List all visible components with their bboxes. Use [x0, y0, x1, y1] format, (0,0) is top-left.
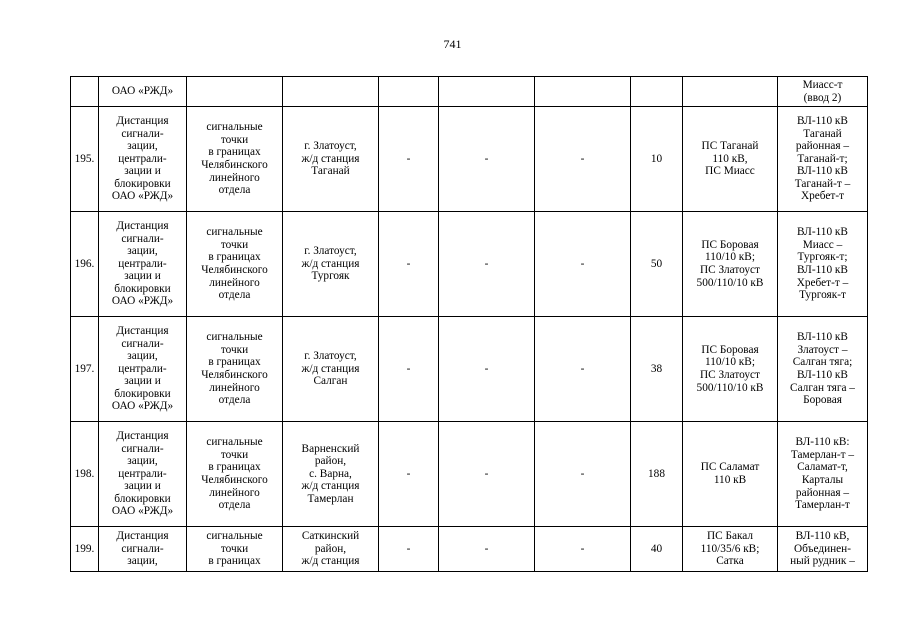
cell-line: г. Златоуст, — [304, 245, 357, 258]
cell-number: 198. — [71, 422, 99, 527]
cell-line: Таганай-т – — [794, 177, 851, 190]
cell-substation — [683, 422, 778, 527]
cell-line: Объединен- — [794, 542, 851, 555]
cell-line: ПС Боровая — [701, 238, 759, 251]
cell-line: централи- — [118, 467, 167, 480]
cell-line: в границах — [208, 461, 261, 474]
cell-line: ВЛ-110 кВ — [797, 369, 848, 381]
cell-object — [187, 77, 283, 107]
cell-number: 199. — [71, 527, 99, 572]
cell-line: сигнали- — [121, 542, 164, 555]
cell-object — [187, 527, 283, 572]
cell-line: 500/110/10 кВ — [696, 276, 764, 289]
cell-col6: - — [535, 212, 631, 317]
cell-line: ОАО «РЖД» — [111, 190, 174, 203]
cell-organization — [99, 212, 187, 317]
cell-col4: - — [379, 317, 439, 422]
cell-power: 10 — [631, 107, 683, 212]
cell-line: централи- — [118, 257, 167, 270]
cell-line: ВЛ-110 кВ — [797, 226, 848, 239]
cell-line: г. Златоуст, — [304, 350, 357, 363]
cell-line: Миасс-т — [802, 78, 843, 91]
cell-organization — [99, 77, 187, 107]
cell-power-line — [778, 527, 868, 572]
cell-line: отдела — [218, 499, 251, 512]
cell-line: ж/д станция — [301, 555, 360, 568]
cell-substation — [683, 77, 778, 107]
cell-line: в границах — [208, 555, 261, 568]
cell-col5 — [439, 77, 535, 107]
cell-line: Дистанция — [116, 530, 169, 543]
cell-line: Тамерлан — [307, 492, 354, 505]
table-row — [71, 212, 868, 317]
cell-col4: - — [379, 422, 439, 527]
cell-line: ж/д станция — [301, 257, 360, 270]
cell-line: Дистанция — [116, 324, 169, 337]
cell-line: с. Варна, — [309, 467, 352, 480]
cell-line: Таганай — [803, 127, 842, 140]
cell-power: 188 — [631, 422, 683, 527]
cell-line: район, — [314, 542, 347, 555]
cell-line: ный рудник – — [790, 555, 855, 568]
cell-power-line — [778, 77, 868, 107]
cell-location — [283, 77, 379, 107]
cell-line: зации, — [127, 245, 158, 258]
cell-col4 — [379, 77, 439, 107]
cell-line: (ввод 2) — [803, 91, 842, 104]
cell-line: Таганай-т; — [797, 152, 848, 165]
cell-line: зации и — [124, 480, 161, 493]
cell-organization — [99, 527, 187, 572]
table-body — [71, 77, 868, 572]
cell-line: отдела — [218, 394, 251, 407]
cell-line: район, — [314, 455, 347, 468]
cell-power — [631, 77, 683, 107]
cell-line: ВЛ-110 кВ — [797, 114, 848, 127]
cell-col5: - — [439, 107, 535, 212]
cell-line: зации, — [127, 140, 158, 153]
cell-line: Челябинского — [201, 159, 268, 171]
cell-object — [187, 422, 283, 527]
cell-line: Саламат-т, — [797, 461, 848, 474]
cell-line: ПС Боровая — [701, 343, 759, 356]
cell-line: сигнальные — [206, 121, 263, 134]
cell-line: централи- — [118, 152, 167, 165]
cell-line: Таганай — [311, 165, 350, 178]
cell-line: сигнали- — [121, 442, 164, 455]
cell-line: ПС Миасс — [705, 165, 755, 178]
cell-number — [71, 77, 99, 107]
cell-line: Карталы — [801, 474, 844, 486]
cell-line: Сатка — [716, 555, 744, 568]
cell-line: блокировки — [114, 177, 171, 190]
cell-line: Челябинского — [201, 474, 268, 486]
cell-line: ВЛ-110 кВ: — [795, 436, 850, 449]
cell-line: 500/110/10 кВ — [696, 381, 764, 394]
cell-number: 197. — [71, 317, 99, 422]
cell-power-line — [778, 317, 868, 422]
cell-object — [187, 212, 283, 317]
cell-line: 110 кВ — [713, 474, 747, 486]
cell-line: Тамерлан-т — [795, 499, 850, 512]
cell-line: ПС Златоуст — [700, 264, 760, 276]
cell-line: точки — [220, 448, 249, 461]
cell-line: ж/д станция — [301, 480, 360, 493]
cell-line: точки — [220, 133, 249, 146]
cell-number: 195. — [71, 107, 99, 212]
cell-location — [283, 527, 379, 572]
cell-substation — [683, 212, 778, 317]
cell-line: Дистанция — [116, 219, 169, 232]
page-number: 741 — [443, 37, 462, 51]
cell-line: ВЛ-110 кВ — [797, 331, 848, 344]
cell-line: блокировки — [114, 282, 171, 295]
cell-line: Салган тяга; — [792, 356, 853, 369]
cell-line: районная – — [795, 486, 850, 499]
cell-organization — [99, 317, 187, 422]
cell-line: ПС Бакал — [706, 530, 754, 543]
cell-organization — [99, 422, 187, 527]
cell-col6: - — [535, 422, 631, 527]
cell-line: линейного — [209, 171, 260, 184]
power-objects-table — [70, 76, 868, 572]
cell-location — [283, 107, 379, 212]
cell-line: ж/д станция — [301, 152, 360, 165]
cell-line: Тургояк-т — [799, 289, 846, 302]
cell-power-line — [778, 212, 868, 317]
cell-line: Миасс – — [802, 238, 843, 251]
cell-line: районная – — [795, 140, 850, 153]
cell-line: Дистанция — [116, 114, 169, 127]
cell-line: Хребет-т – — [796, 276, 849, 289]
cell-col4: - — [379, 527, 439, 572]
cell-line: Златоуст – — [797, 343, 848, 356]
cell-line: зации, — [127, 350, 158, 363]
cell-col4: - — [379, 107, 439, 212]
cell-line: точки — [220, 343, 249, 356]
cell-line: ПС Златоуст — [700, 369, 760, 381]
table-row — [71, 527, 868, 572]
cell-col5: - — [439, 212, 535, 317]
cell-line: Тамерлан-т – — [790, 448, 855, 461]
cell-line: ОАО «РЖД» — [111, 505, 174, 518]
cell-line: ОАО «РЖД» — [111, 295, 174, 308]
cell-col6: - — [535, 317, 631, 422]
cell-line: централи- — [118, 362, 167, 375]
cell-col6: - — [535, 107, 631, 212]
cell-col5: - — [439, 422, 535, 527]
cell-col4: - — [379, 212, 439, 317]
cell-line: зации и — [124, 270, 161, 283]
cell-line: г. Златоуст, — [304, 140, 357, 153]
cell-line: ОАО «РЖД» — [111, 400, 174, 413]
cell-line: сигнали- — [121, 127, 164, 140]
cell-line: в границах — [208, 251, 261, 264]
table-row — [71, 317, 868, 422]
cell-power: 38 — [631, 317, 683, 422]
cell-line: сигнальные — [206, 331, 263, 344]
cell-line: 110/10 кВ; — [705, 356, 755, 369]
cell-line: Хребет-т — [800, 190, 845, 203]
cell-line: в границах — [208, 356, 261, 369]
cell-power-line — [778, 422, 868, 527]
cell-line: Тургояк — [311, 270, 350, 283]
cell-line: ВЛ-110 кВ — [797, 264, 848, 276]
cell-line: 110 кВ, — [712, 152, 748, 165]
cell-line: ВЛ-110 кВ — [797, 165, 848, 178]
cell-substation — [683, 527, 778, 572]
cell-line: ПС Таганай — [701, 140, 759, 153]
cell-line: Дистанция — [116, 429, 169, 442]
cell-object — [187, 317, 283, 422]
cell-line: ВЛ-110 кВ, — [795, 530, 850, 543]
cell-line: сигнали- — [121, 232, 164, 245]
cell-line: ПС Саламат — [700, 461, 760, 474]
cell-col5: - — [439, 317, 535, 422]
cell-line: зации, — [127, 555, 158, 568]
cell-line: блокировки — [114, 492, 171, 505]
cell-line: зации и — [124, 375, 161, 388]
cell-line: Варненский — [301, 442, 360, 455]
cell-line: отдела — [218, 184, 251, 197]
cell-location — [283, 422, 379, 527]
cell-substation — [683, 107, 778, 212]
cell-number: 196. — [71, 212, 99, 317]
cell-location — [283, 317, 379, 422]
cell-line: линейного — [209, 276, 260, 289]
cell-line: Салган тяга – — [790, 381, 855, 394]
table-row — [71, 422, 868, 527]
cell-col5: - — [439, 527, 535, 572]
cell-organization — [99, 107, 187, 212]
cell-line: точки — [220, 542, 249, 555]
cell-line: сигнали- — [121, 337, 164, 350]
cell-line: ж/д станция — [301, 362, 360, 375]
cell-substation — [683, 317, 778, 422]
cell-col6 — [535, 77, 631, 107]
cell-line: линейного — [209, 486, 260, 499]
cell-object — [187, 107, 283, 212]
cell-line: сигнальные — [206, 226, 263, 239]
cell-power-line — [778, 107, 868, 212]
cell-line: Тургояк-т; — [797, 251, 848, 264]
cell-line: Челябинского — [201, 264, 268, 276]
cell-line: зации, — [127, 455, 158, 468]
cell-line: блокировки — [114, 387, 171, 400]
cell-power: 50 — [631, 212, 683, 317]
cell-line: сигнальные — [206, 436, 263, 449]
cell-line: Боровая — [803, 394, 842, 407]
table-row — [71, 77, 868, 107]
cell-line: Саткинский — [301, 530, 360, 543]
cell-line: отдела — [218, 289, 251, 302]
cell-line: Салган — [313, 375, 348, 388]
cell-line: зации и — [124, 165, 161, 178]
cell-line: точки — [220, 238, 249, 251]
cell-line: 110/35/6 кВ; — [700, 542, 760, 555]
table-row — [71, 107, 868, 212]
cell-line: в границах — [208, 146, 261, 159]
cell-line: линейного — [209, 381, 260, 394]
cell-line: ОАО «РЖД» — [111, 85, 174, 98]
cell-line: 110/10 кВ; — [705, 251, 755, 264]
cell-line: сигнальные — [206, 530, 263, 543]
cell-line: Челябинского — [201, 369, 268, 381]
cell-power: 40 — [631, 527, 683, 572]
cell-col6: - — [535, 527, 631, 572]
cell-location — [283, 212, 379, 317]
